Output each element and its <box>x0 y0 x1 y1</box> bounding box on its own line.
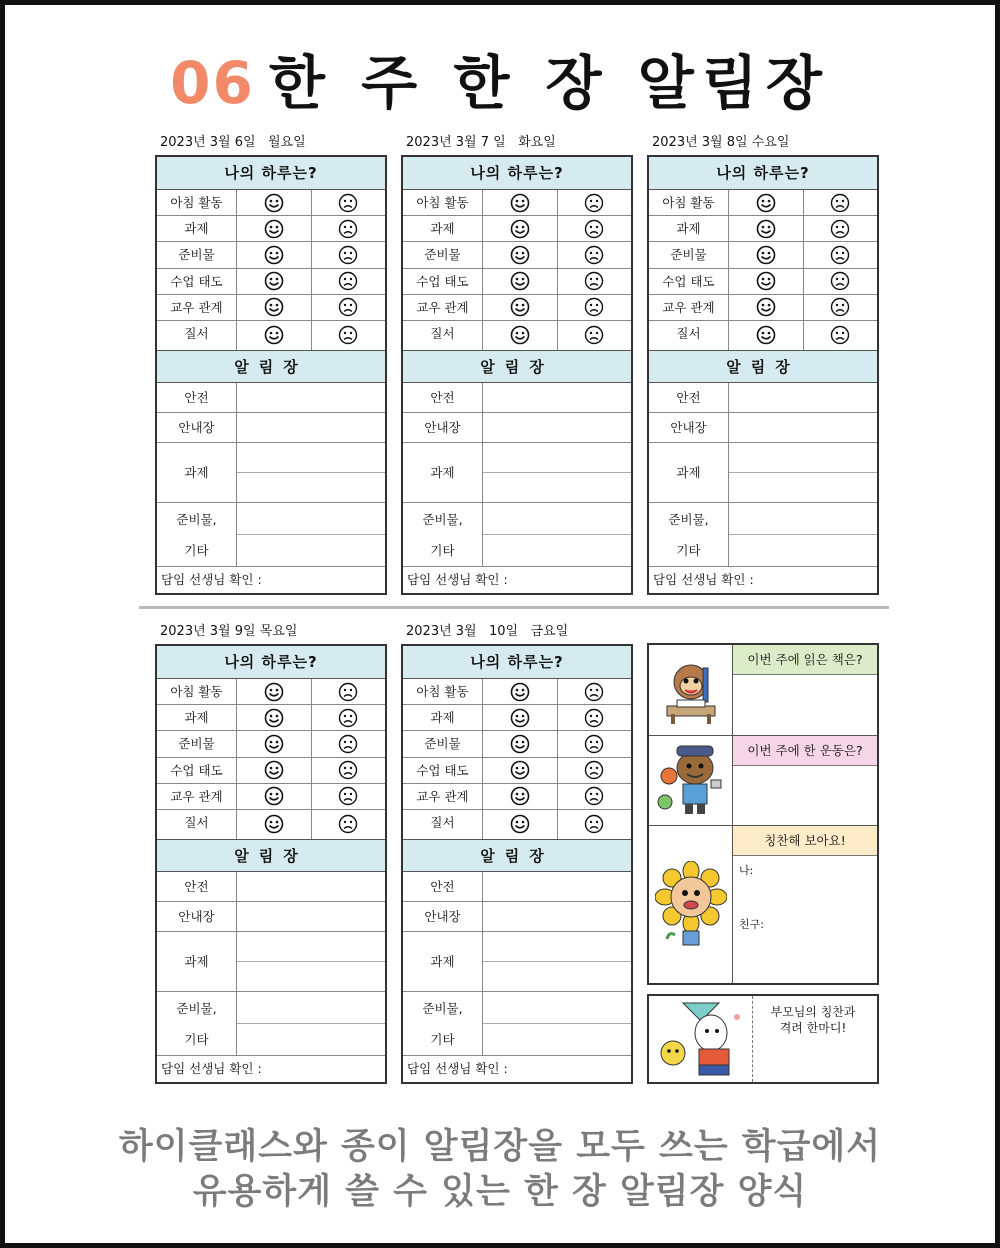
mood-row <box>403 295 631 321</box>
notice-label-guide: 안내장 <box>157 902 237 931</box>
notice-row-supplies <box>157 992 385 1056</box>
mood-category-label: 아침 활동 <box>403 679 483 704</box>
mood-row <box>157 731 385 757</box>
notice-field-safety[interactable] <box>483 872 631 901</box>
notice-label-etc: 기타 <box>430 543 455 559</box>
teacher-confirm[interactable]: 담임 선생님 확인 : <box>161 1060 262 1076</box>
daily-notice-card <box>155 644 387 1084</box>
smile-icon[interactable] <box>729 321 804 350</box>
frown-icon[interactable] <box>804 242 878 267</box>
notice-field-safety[interactable] <box>237 383 385 412</box>
praise-heading: 칭찬해 보아요! <box>733 826 877 856</box>
smile-icon[interactable] <box>729 216 804 241</box>
mood-row <box>403 269 631 295</box>
mood-row <box>157 810 385 839</box>
frown-icon[interactable] <box>804 269 878 294</box>
mood-category-label: 교우 관계 <box>403 295 483 320</box>
notice-label-guide: 안내장 <box>157 413 237 442</box>
mood-row <box>649 321 877 350</box>
frown-icon[interactable] <box>312 731 386 756</box>
frown-icon[interactable] <box>804 190 878 215</box>
title-text: 한 주 한 장 알림장 <box>268 49 830 117</box>
frown-icon[interactable] <box>804 295 878 320</box>
smile-icon[interactable] <box>483 242 558 267</box>
notice-label-homework: 과제 <box>157 443 237 502</box>
mood-row <box>157 190 385 216</box>
mood-category-label: 수업 태도 <box>157 269 237 294</box>
notice-field-supplies[interactable] <box>483 992 631 1055</box>
smile-icon[interactable] <box>237 321 312 350</box>
smile-icon[interactable] <box>483 705 558 730</box>
week-divider <box>139 606 889 609</box>
parent-comment-illustration <box>649 996 753 1082</box>
mood-heading: 나의 하루는? <box>157 157 385 190</box>
mood-row <box>649 269 877 295</box>
weekly-reflection-panel <box>647 643 879 985</box>
frown-icon[interactable] <box>558 784 632 809</box>
mood-category-label: 교우 관계 <box>649 295 729 320</box>
notice-label-safety: 안전 <box>157 872 237 901</box>
mood-row <box>157 295 385 321</box>
smile-icon[interactable] <box>237 731 312 756</box>
frown-icon[interactable] <box>804 321 878 350</box>
smile-icon[interactable] <box>237 216 312 241</box>
mood-heading: 나의 하루는? <box>649 157 877 190</box>
notice-field-supplies[interactable] <box>483 503 631 566</box>
mood-row <box>157 784 385 810</box>
praise-section <box>649 826 877 983</box>
mood-category-label: 과제 <box>403 705 483 730</box>
notice-label-guide: 안내장 <box>649 413 729 442</box>
mood-row <box>403 679 631 705</box>
smile-icon[interactable] <box>729 190 804 215</box>
notice-field-guide[interactable] <box>483 902 631 931</box>
day-date: 2023년 3월 7 일 화요일 <box>406 135 556 150</box>
reading-section <box>649 645 877 736</box>
praise-me-label: 나: <box>739 864 754 877</box>
smile-icon[interactable] <box>483 321 558 350</box>
frown-icon[interactable] <box>312 269 386 294</box>
notice-label-etc: 기타 <box>184 543 209 559</box>
smile-icon[interactable] <box>237 679 312 704</box>
mood-row <box>649 216 877 242</box>
mood-row <box>403 705 631 731</box>
mood-category-label: 수업 태도 <box>403 758 483 783</box>
notice-field-guide[interactable] <box>237 902 385 931</box>
frown-icon[interactable] <box>312 295 386 320</box>
parent-comment-prompt <box>753 1004 873 1036</box>
notice-row-safety <box>157 872 385 902</box>
reading-monkey-illustration <box>649 645 733 735</box>
mood-row <box>649 242 877 268</box>
reading-question: 이번 주에 읽은 책은? <box>733 645 877 675</box>
teacher-confirm[interactable]: 담임 선생님 확인 : <box>653 571 754 587</box>
sunflower-illustration <box>649 826 733 983</box>
page-title <box>0 36 1000 120</box>
smile-icon[interactable] <box>237 190 312 215</box>
notice-field-homework[interactable] <box>237 443 385 502</box>
frown-icon[interactable] <box>558 295 632 320</box>
mood-category-label: 아침 활동 <box>157 190 237 215</box>
mood-row <box>157 242 385 268</box>
notice-row-guide <box>157 902 385 932</box>
notice-label-supplies: 준비물, <box>422 511 463 527</box>
notice-label-supplies-etc <box>403 992 483 1055</box>
notice-label-guide: 안내장 <box>403 413 483 442</box>
footer-line-1: 하이클래스와 종이 알림장을 모두 쓰는 학급에서 <box>118 1127 882 1167</box>
notice-field-guide[interactable] <box>237 413 385 442</box>
notice-row-homework <box>649 443 877 503</box>
notice-label-supplies: 준비물, <box>176 511 217 527</box>
notice-label-safety: 안전 <box>403 383 483 412</box>
day-date: 2023년 3월 6일 월요일 <box>160 135 306 150</box>
mood-row <box>403 242 631 268</box>
title-number: 06 <box>170 49 255 117</box>
notice-field-supplies[interactable] <box>237 992 385 1055</box>
frown-icon[interactable] <box>558 190 632 215</box>
smile-icon[interactable] <box>483 269 558 294</box>
notice-field-homework[interactable] <box>729 443 877 502</box>
day-date: 2023년 3월 9일 목요일 <box>160 624 298 639</box>
notice-label-supplies-etc <box>649 503 729 566</box>
notice-row-homework <box>157 443 385 503</box>
parent-comment-line1: 부모님의 칭찬과 <box>770 1005 856 1019</box>
frown-icon[interactable] <box>804 216 878 241</box>
mood-row <box>157 216 385 242</box>
mood-category-label: 질서 <box>157 321 237 350</box>
smile-icon[interactable] <box>237 810 312 839</box>
notice-label-homework: 과제 <box>157 932 237 991</box>
frown-icon[interactable] <box>558 810 632 839</box>
mood-category-label: 수업 태도 <box>649 269 729 294</box>
day-date: 2023년 3월 8일 수요일 <box>652 135 790 150</box>
smile-icon[interactable] <box>483 731 558 756</box>
smile-icon[interactable] <box>483 190 558 215</box>
notice-field-safety[interactable] <box>729 383 877 412</box>
frown-icon[interactable] <box>558 269 632 294</box>
notice-heading: 알림장 <box>157 839 385 872</box>
notice-row-guide <box>649 413 877 443</box>
smile-icon[interactable] <box>729 269 804 294</box>
smile-icon[interactable] <box>237 295 312 320</box>
notice-row-supplies <box>403 503 631 567</box>
notice-label-supplies: 준비물, <box>422 1000 463 1016</box>
mood-category-label: 수업 태도 <box>157 758 237 783</box>
mood-row <box>403 321 631 350</box>
mood-row <box>403 810 631 839</box>
mood-category-label: 교우 관계 <box>157 295 237 320</box>
teacher-confirm[interactable]: 담임 선생님 확인 : <box>161 571 262 587</box>
frown-icon[interactable] <box>312 242 386 267</box>
notice-label-safety: 안전 <box>403 872 483 901</box>
daily-notice-card <box>401 155 633 595</box>
frown-icon[interactable] <box>312 321 386 350</box>
day-date: 2023년 3월 10일 금요일 <box>406 624 569 639</box>
mood-row <box>649 190 877 216</box>
daily-notice-card <box>401 644 633 1084</box>
mood-category-label: 준비물 <box>157 242 237 267</box>
notice-label-safety: 안전 <box>649 383 729 412</box>
notice-field-safety[interactable] <box>237 872 385 901</box>
praise-friend-label: 친구: <box>739 918 764 931</box>
notice-heading: 알림장 <box>403 350 631 383</box>
frown-icon[interactable] <box>312 705 386 730</box>
notice-field-supplies[interactable] <box>729 503 877 566</box>
mood-category-label: 교우 관계 <box>157 784 237 809</box>
exercise-question: 이번 주에 한 운동은? <box>733 736 877 766</box>
notice-heading: 알림장 <box>157 350 385 383</box>
mood-category-label: 준비물 <box>403 731 483 756</box>
mood-row <box>403 784 631 810</box>
notice-label-etc: 기타 <box>430 1032 455 1048</box>
mood-row <box>157 679 385 705</box>
mood-row <box>649 295 877 321</box>
notice-row-homework <box>403 932 631 992</box>
mood-category-label: 준비물 <box>157 731 237 756</box>
parent-comment-box <box>647 994 879 1084</box>
parent-comment-line2: 격려 한마디! <box>779 1021 847 1035</box>
mood-row <box>157 758 385 784</box>
notice-heading: 알림장 <box>649 350 877 383</box>
smile-icon[interactable] <box>483 810 558 839</box>
frown-icon[interactable] <box>312 679 386 704</box>
mood-category-label: 준비물 <box>649 242 729 267</box>
mood-category-label: 교우 관계 <box>403 784 483 809</box>
mood-row <box>403 190 631 216</box>
frown-icon[interactable] <box>558 758 632 783</box>
smile-icon[interactable] <box>483 784 558 809</box>
notice-row-guide <box>157 413 385 443</box>
notice-label-etc: 기타 <box>676 543 701 559</box>
mood-category-label: 수업 태도 <box>403 269 483 294</box>
mood-row <box>157 321 385 350</box>
smile-icon[interactable] <box>729 242 804 267</box>
exercise-character-illustration <box>649 736 733 825</box>
notice-row-supplies <box>403 992 631 1056</box>
notice-row-safety <box>649 383 877 413</box>
notice-row-guide <box>403 413 631 443</box>
notice-row-supplies <box>649 503 877 567</box>
smile-icon[interactable] <box>483 295 558 320</box>
notice-label-guide: 안내장 <box>403 902 483 931</box>
notice-field-homework[interactable] <box>483 443 631 502</box>
notice-row-homework <box>157 932 385 992</box>
notice-label-supplies-etc <box>403 503 483 566</box>
mood-heading: 나의 하루는? <box>403 157 631 190</box>
mood-row <box>403 216 631 242</box>
footer-line-2: 유용하게 쓸 수 있는 한 장 알림장 양식 <box>192 1172 808 1212</box>
notice-label-homework: 과제 <box>403 443 483 502</box>
mood-category-label: 질서 <box>157 810 237 839</box>
mood-category-label: 아침 활동 <box>157 679 237 704</box>
mood-category-label: 아침 활동 <box>649 190 729 215</box>
frown-icon[interactable] <box>312 190 386 215</box>
notice-field-guide[interactable] <box>483 413 631 442</box>
mood-row <box>157 705 385 731</box>
smile-icon[interactable] <box>237 705 312 730</box>
mood-category-label: 아침 활동 <box>403 190 483 215</box>
mood-category-label: 과제 <box>157 705 237 730</box>
notice-field-homework[interactable] <box>237 932 385 991</box>
daily-notice-card <box>155 155 387 595</box>
frown-icon[interactable] <box>558 216 632 241</box>
mood-category-label: 과제 <box>157 216 237 241</box>
notice-row-safety <box>403 872 631 902</box>
teacher-confirm[interactable]: 담임 선생님 확인 : <box>407 1060 508 1076</box>
frown-icon[interactable] <box>558 705 632 730</box>
frown-icon[interactable] <box>558 679 632 704</box>
notice-label-homework: 과제 <box>649 443 729 502</box>
notice-label-supplies: 준비물, <box>668 511 709 527</box>
frown-icon[interactable] <box>312 758 386 783</box>
mood-category-label: 질서 <box>403 321 483 350</box>
notice-label-supplies: 준비물, <box>176 1000 217 1016</box>
notice-field-safety[interactable] <box>483 383 631 412</box>
notice-row-safety <box>157 383 385 413</box>
frown-icon[interactable] <box>312 784 386 809</box>
notice-label-homework: 과제 <box>403 932 483 991</box>
mood-heading: 나의 하루는? <box>403 646 631 679</box>
notice-label-safety: 안전 <box>157 383 237 412</box>
teacher-confirm[interactable]: 담임 선생님 확인 : <box>407 571 508 587</box>
smile-icon[interactable] <box>483 679 558 704</box>
smile-icon[interactable] <box>729 295 804 320</box>
notice-field-supplies[interactable] <box>237 503 385 566</box>
mood-category-label: 질서 <box>403 810 483 839</box>
mood-row <box>157 269 385 295</box>
notice-label-supplies-etc <box>157 503 237 566</box>
notice-label-etc: 기타 <box>184 1032 209 1048</box>
frown-icon[interactable] <box>312 216 386 241</box>
smile-icon[interactable] <box>237 758 312 783</box>
frown-icon[interactable] <box>558 242 632 267</box>
mood-category-label: 준비물 <box>403 242 483 267</box>
mood-heading: 나의 하루는? <box>157 646 385 679</box>
smile-icon[interactable] <box>237 242 312 267</box>
mood-category-label: 질서 <box>649 321 729 350</box>
smile-icon[interactable] <box>483 758 558 783</box>
notice-row-safety <box>403 383 631 413</box>
frown-icon[interactable] <box>312 810 386 839</box>
notice-row-supplies <box>157 503 385 567</box>
notice-row-guide <box>403 902 631 932</box>
mood-row <box>403 731 631 757</box>
notice-heading: 알림장 <box>403 839 631 872</box>
daily-notice-card <box>647 155 879 595</box>
notice-field-guide[interactable] <box>729 413 877 442</box>
frown-icon[interactable] <box>558 321 632 350</box>
mood-row <box>403 758 631 784</box>
notice-label-supplies-etc <box>157 992 237 1055</box>
smile-icon[interactable] <box>237 269 312 294</box>
frown-icon[interactable] <box>558 731 632 756</box>
smile-icon[interactable] <box>237 784 312 809</box>
notice-row-homework <box>403 443 631 503</box>
mood-category-label: 과제 <box>403 216 483 241</box>
smile-icon[interactable] <box>483 216 558 241</box>
mood-category-label: 과제 <box>649 216 729 241</box>
exercise-section <box>649 736 877 826</box>
notice-field-homework[interactable] <box>483 932 631 991</box>
